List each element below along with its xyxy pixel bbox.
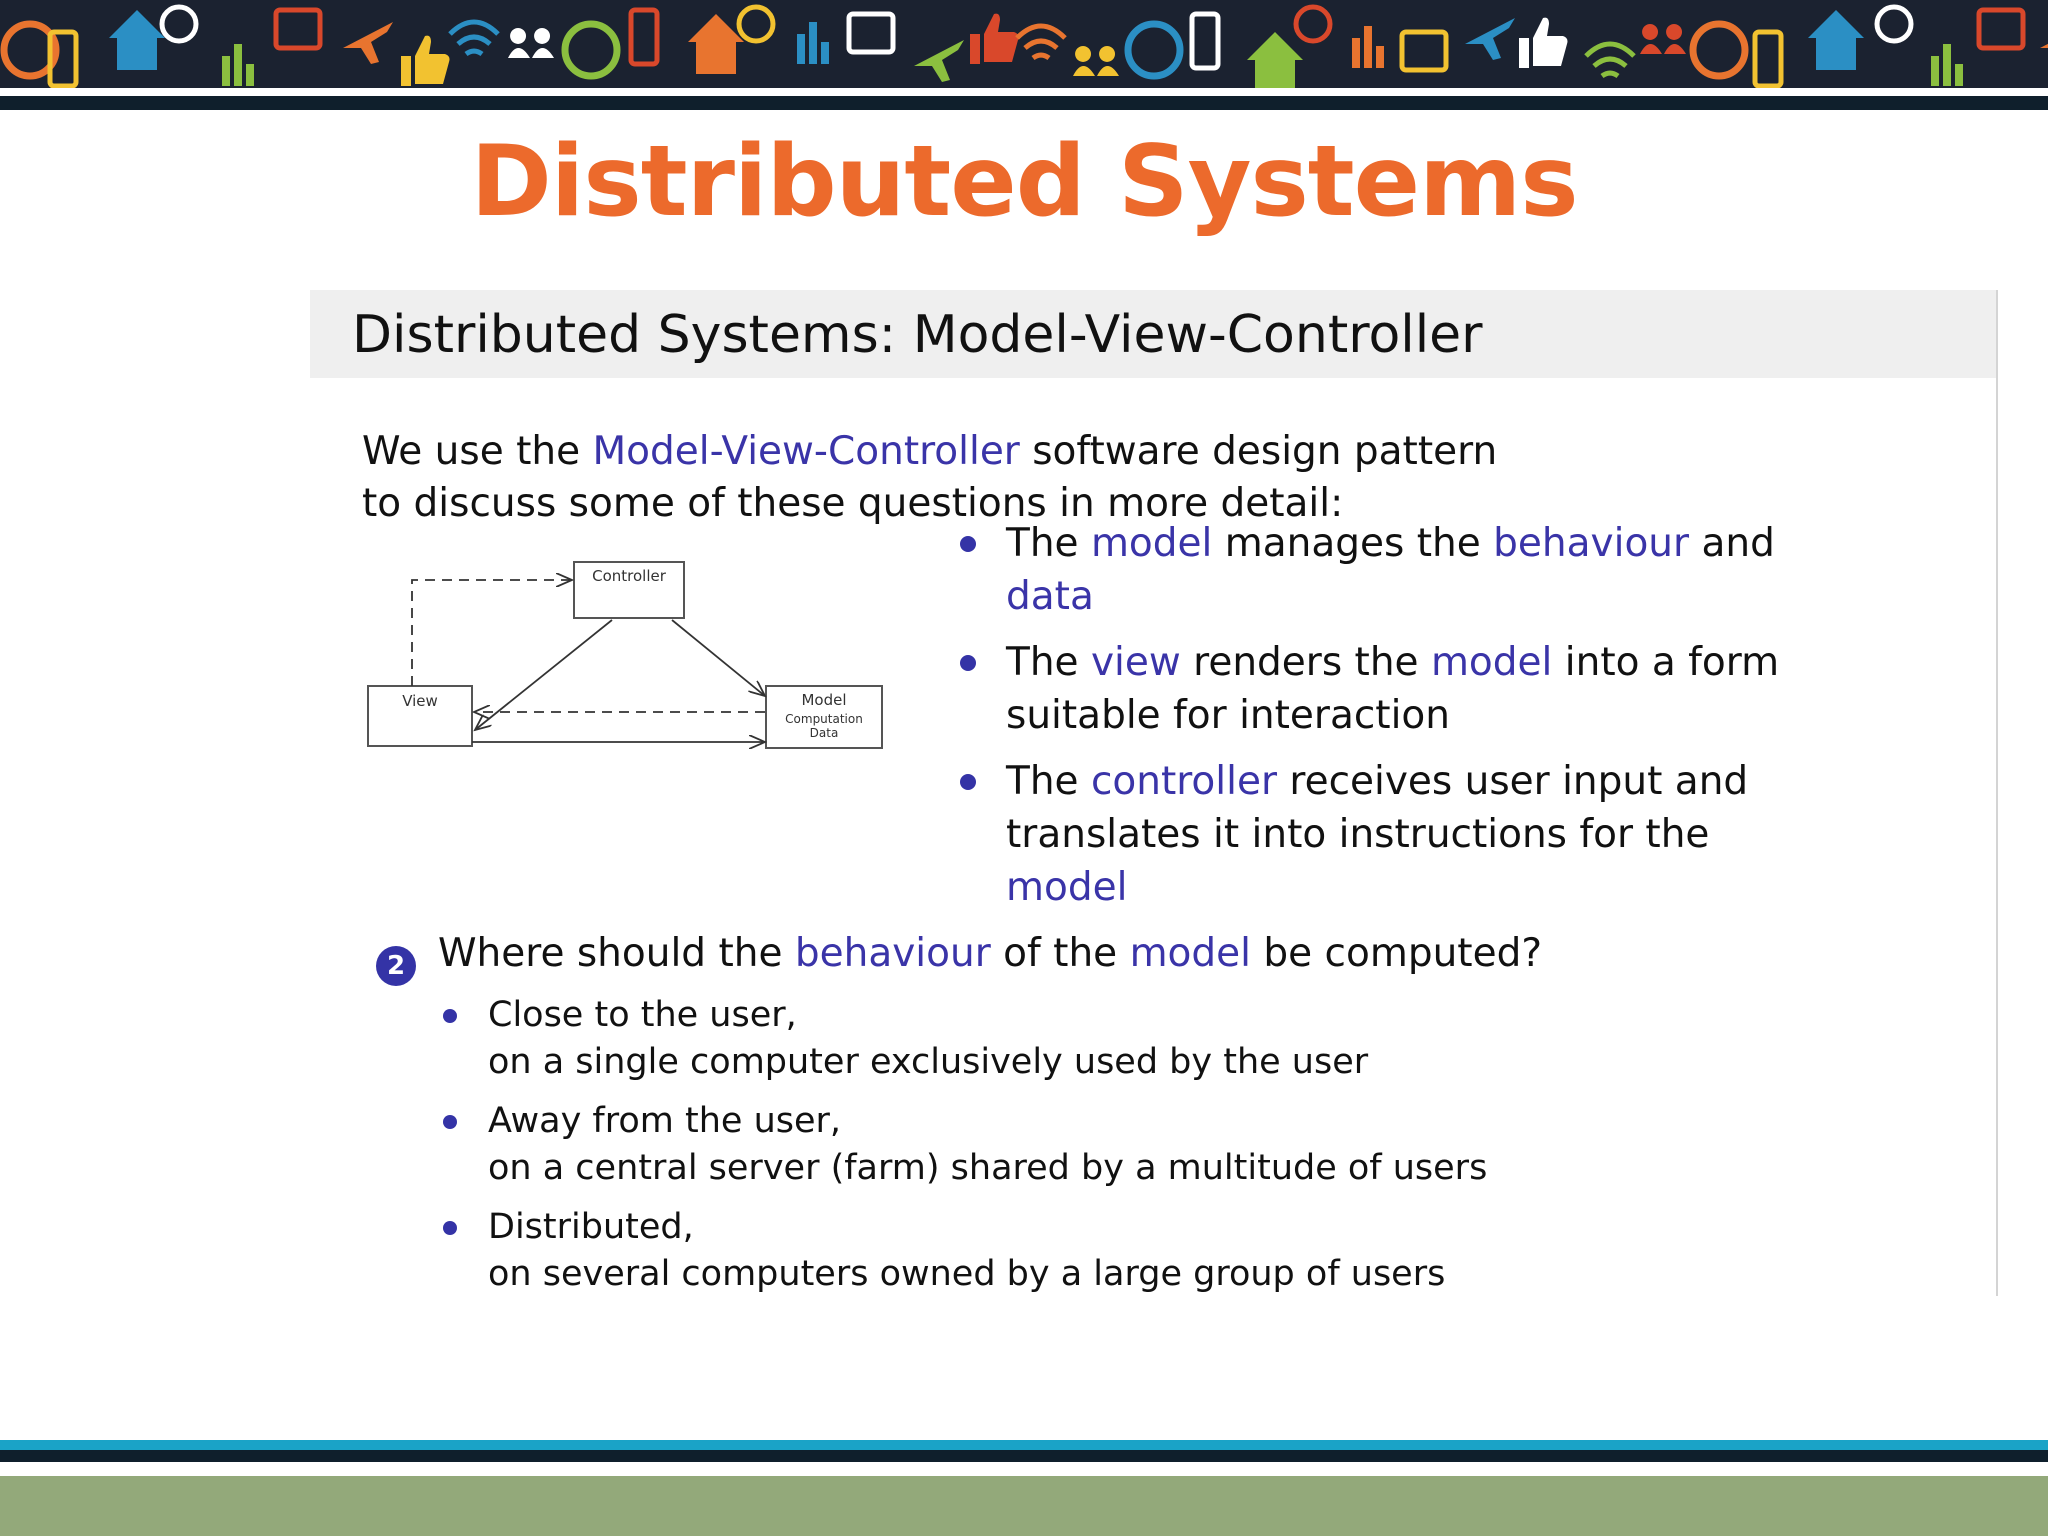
bullet-highlight: behaviour [1493,521,1690,566]
bullet-view [1006,637,1779,689]
tech-icons-pattern [0,0,2048,88]
people-icon [1073,46,1119,76]
model-sub-label-data: Data [809,726,839,740]
bars-icon [1352,26,1384,68]
people-icon [1640,24,1686,54]
bullet-marker [960,536,976,552]
intro-text: software design pattern [1019,429,1498,474]
question-highlight: behaviour [794,931,991,976]
decorative-icon-banner [0,0,2048,88]
screen-icon [849,14,893,52]
option-away-line-1: Away from the user, [488,1101,842,1141]
at-icon [1877,7,1911,41]
phone-icon [1755,32,1781,86]
question-line [438,928,1542,980]
sub-bullet-marker [443,1009,457,1023]
option-away-line-2: on a central server (farm) shared by a multitude of users [488,1148,1488,1188]
question-text: of the [990,931,1130,976]
bullet-text: The [1006,521,1091,566]
plane-icon [343,22,393,64]
banner-divider [0,88,2048,96]
bullet-controller-cont-2: model [1006,865,1128,910]
intro-text: We use the [362,429,593,474]
question-text: Where should the [438,931,795,976]
view-label: View [402,692,438,710]
bullet-model [1006,518,1775,570]
screen-icon [276,10,320,48]
enumeration-marker: 2 [376,946,416,986]
option-distributed-line-1: Distributed, [488,1207,694,1247]
bullet-text: renders the [1180,640,1431,685]
house-icon [1247,32,1303,88]
option-close-line-2: on a single computer exclusively used by the user [488,1042,1369,1082]
globe-icon [565,24,617,76]
people-icon [508,28,554,58]
bullet-controller-cont: translates it into instructions for the [1006,812,1710,857]
globe-icon [1128,24,1180,76]
thumb-icon [1519,18,1568,68]
model-sub-label-computation: Computation [785,712,863,726]
bullet-view-cont: suitable for interaction [1006,693,1450,738]
bars-icon [222,44,254,86]
globe-icon [1693,24,1745,76]
footer-gap [0,1462,2048,1476]
bullet-controller [1006,756,1748,808]
screen-icon [1979,10,2023,48]
bullet-text: into a form [1552,640,1780,685]
bullet-text: The [1006,640,1091,685]
bullet-highlight: model [1430,640,1553,685]
model-label: Model [801,691,847,709]
mvc-diagram [360,540,920,820]
screen-icon [1402,32,1446,70]
plane-icon [2040,22,2048,64]
bullet-text: The [1006,759,1091,804]
option-close-line-1: Close to the user, [488,995,797,1035]
embedded-slide [310,290,1998,1296]
sub-bullet-marker [443,1221,457,1235]
option-distributed-line-2: on several computers owned by a large group of users [488,1254,1446,1294]
controller-label: Controller [592,567,666,585]
wifi-icon [1017,26,1065,58]
wifi-icon [450,22,498,54]
wifi-icon [1586,44,1634,76]
bullet-text: receives user input and [1277,759,1749,804]
bullet-marker [960,774,976,790]
at-icon [1296,7,1330,41]
thumb-icon [970,14,1019,64]
footer-stripe-dark [0,1450,2048,1462]
sub-bullet-marker [443,1115,457,1129]
bullet-highlight: controller [1090,759,1277,804]
bullet-text: and [1689,521,1775,566]
bars-icon [797,22,829,64]
bars-icon [1931,44,1963,86]
bullet-model-cont: data [1006,574,1094,619]
question-text: be computed? [1251,931,1543,976]
intro-line-2: to discuss some of these questions in more detail: [362,481,1344,526]
page-title: Distributed Systems [470,125,1578,239]
phone-icon [631,10,657,64]
bullet-marker [960,655,976,671]
house-icon [688,14,744,74]
bullet-highlight: view [1090,640,1181,685]
phone-icon [1192,14,1218,68]
banner-divider-dark [0,96,2048,110]
question-highlight: model [1129,931,1251,976]
bullet-highlight: model [1090,521,1213,566]
intro-highlight-mvc: Model-View-Controller [592,429,1020,474]
bullet-text: manages the [1212,521,1494,566]
footer-stripe-cyan [0,1440,2048,1450]
plane-icon [914,40,964,82]
plane-icon [1465,18,1515,60]
house-icon [109,10,165,70]
intro-line-1 [362,426,1497,478]
view-to-controller-dashed-arrow [412,580,572,686]
house-icon [1808,10,1864,70]
thumb-icon [401,36,450,86]
at-icon [162,7,196,41]
controller-to-view-arrow [475,620,612,730]
slide-header [310,290,1996,378]
controller-to-model-arrow [672,620,765,696]
footer-bar [0,1476,2048,1536]
at-icon [739,7,773,41]
slide-title: Distributed Systems: Model-View-Controller [352,305,1483,365]
